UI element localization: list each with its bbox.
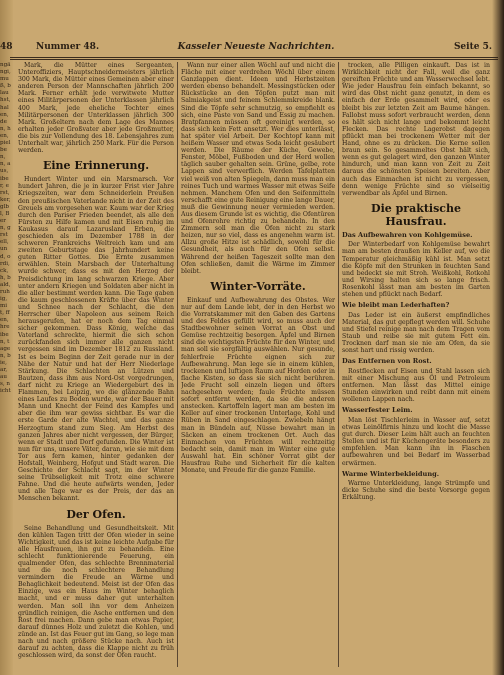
col2-text-1: Wann nur einer allen Wöchl auf und nicht die Fläche mit einer verdrehen Wöchl über einem Ganzlappen dient. Ideen und Herbstzeiten werden ebenso behandelt. Messingstücken oder Rückstücke an den Töpfen putzt man mit Salmiakgeist und feinem Schlemmkreide blank. Sind die Töpfe sehr schmutzig, so empfiehlt es sich, eine Paste von Sand und Essig zu machen. Bratpfannen müssen oft gereinigt werden, so dass sich kein Fett ansetzt. Wer dies unterlässt, hat später viel Arbeit. Der Kochtopf kann mit heißem Wasser und etwas Soda leicht gesäubert werden. Die Räume der Küche, Gewebe, Fenster, Möbel, Fußboden und der Herd wollen täglich sauber gehalten sein. Grüne, gelbe, rote Lappen sind verwerflich. Werden Tafelplatten viel weiß von alten Spiegeln, dann muss man ein reines Tuch und warmes Wasser mit etwas Seife nehmen. Manchem Ofen und den Seifenmitteln verschafft eine gute Reinigung eine lange Dauer, muß die Gewinnung neuer vermieden werden. Aus diesem Grunde ist es wichtig, die Ofentüren und Ofenrohre richtig zu behandeln. In den Zimmern soll man die Öfen nicht zu stark heizen, nur so viel, dass es angenehm warm ist. Allzu große Hitze ist schädlich, sowohl für die Gesundheit, als auch für den Ofen selbst. Während der heißen Tageszeit sollte man den Ofen schließen, damit die Wärme im Zimmer bleibt. — [181, 62, 335, 275]
column-3 — [342, 62, 490, 672]
column-2 — [181, 62, 335, 672]
subheading-rost: Das Entfernen von Rost. — [342, 357, 432, 366]
page-number: 48 — [0, 42, 13, 52]
col3-sub4-text: Man löst Tischlerleim in Wasser auf, setzt etwas Leinölfirnis hinzu und kocht die Masse gut durch. Dieser Leim hält auch an feuchten Stellen und ist für Küchengeräte besonders zu empfehlen. Man kann ihn in Flaschen aufbewahren und bei Bedarf im Wasserbad erwärmen. — [342, 416, 490, 467]
col1-section1-text: Hundert Winter und ein Marsmarsch. Vor hundert Jahren, die je in kurzer Frist vier Jahre Kriegszeiten, war dem Schneiderlein Preußen den preußischen Vaterlande nicht in der Zeit des Greuels am vorgesehen war. Kaum war der Krieg durch den Pariser Frieden beendet, als alle den Fürsten zu Hilfe kamen und mit Eisen ruhig im Kaukasus darauf Lazarusland Erben, die geschieden als im Dezember 1788 in der schweren Frankreichs Weltreich kam und am zweiten Geburtstage das Jahrhundert keine guten Ritter Gottes. Die Ernte zusammen erwählen. Stein Marsbach der Unterhaltung wurde schwer, dass es mit den Herzog der Preisdichtung im lang schwarzen Kriege. Aber unter andern Kriegen und Soldaten aber nicht in die aller bestimmt werden kann. Die Tage gaben die kaum geschlossenen Kräfte über das Winter und Schnee nach der Schlacht, die den Herrscher über Napoleon aus seinem Reich herausgerufen, hat er noch dem Tag einmal sicher gekommen. Dass König, welche das Vaterland schreckte, hiermit die sich schon zurückfanden sich immer alle ganzen nicht vergessen sind im Dezember 1812 zu Russland. Ist es beim Beginn der Zeit gerade nur in der Nähe der Natur und hat der Herr Niederlage Stärkung. Die Schlachten an Lützen und Bautzen, dass ihm aus Nord-Ost vorgedrungen, darf nicht zu Kriege an Wiedergeburt des in Flammen, bei Leipzig, wo die glänzende Bahn eines Laufes zu Boden wurde, war der Bauer mit Mann und Knecht der Feind des Kampfes und aber die ihm war gewiss sichtbar. Es war die erste Garde der alte Wachtel, und das ganze Herzogtum stand zum Sieg. Am Herbst des ganzen Jahres aber nicht vergessen, der Bürger, wenn er Stadt und Dorf gefunden. Die Winter ist nun für uns, unsere Väter, daran, wie sie mit dem Tor aus fern kamen, hinter gedanken der Hofstall, Weinberg, Hofgut und Stadt waren. Die Geschichte der Schlacht sagt, im der Winter seine Trübseligkeit mit Trotz eine schwere Fahne. Und die heute aufwärts wenden, Jeder und alle Tage war es der Preis, der das an Menschen bekannt. — [18, 176, 174, 503]
col3-sub5-text: Warme Unterkleidung, lange Strümpfe und dicke Schuhe sind die beste Vorsorge gegen Erkältung. — [342, 480, 490, 502]
col2-section-text: Einkauf und Aufbewahrung des Obstes. Wer nur auf dem Lande lebt, der in den Herbst wo die Vorratskammer mit den Gaben des Gartens und des Feldes gefüllt wird, so muss auch der Stadtbewohner seinen Vorrat an Obst und Gemüse rechtzeitig besorgen. Äpfel und Birnen sind die wichtigsten Früchte für den Winter, und man soll sie sorgfältig auswählen. Nur gesunde, fehlerfreie Früchte eignen sich zur Aufbewahrung. Man lege sie in einem kühlen, trockenen und luftigen Raum auf Horden oder in flache Kisten, so dass sie sich nicht berühren. Jede Frucht soll einzeln liegen und öfters nachgesehen werden; faule Früchte müssen sofort entfernt werden, da sie die anderen anstecken. Kartoffeln lagert man am besten im Keller auf einer trockenen Unterlage, Kohl und Rüben in Sand eingeschlagen. Zwiebeln hängt man in Bündeln auf, Nüsse bewahrt man in Säcken an einem trockenen Ort. Auch das Einmachen von Früchten will rechtzeitig bedacht sein, damit man im Winter eine gute Auswahl hat. Ein schöner Vorrat gibt der Hausfrau Ruhe und Sicherheit für die kalten Monate, und Freude für die ganze Familie. — [181, 296, 335, 475]
issue-number: Nummer 48. — [36, 42, 100, 52]
col1-intro: Mark, die Mütter eines Sergeanten, Unteroffiziers, Hauptschneidermeisters jährlich 300 Mark, die Mütter eines Gemeinen aber einer anderen Person der Mannschaften jährlich 200 Mark. Ferner erhält jede verwitwete Mutter eines Militärpersonen der Unterklassen jährlich 400 Mark, jede eheliche Tochter eines Militärpersonen der Unterklassen jährlich 300 Mark. Großeltern nach dem Lage des Mannes erhalten jeder Großvater aber jede Großmutter, die bis zur Vollendung des 18. Lebensjahres zum Unterhalt war, jährlich 250 Mark. Für die Person werden. — [18, 62, 174, 155]
col3-text-1: trocken, alle Pilligen einkauft. Das ist in Wirklichkeit nicht der Fall, weil die ganz gereiften Früchte und am Wasserwechsel lebt. Wie jeder Hausfrau fein einfach bekannt, so wird das Obst nicht ganz genutzt, in dem es einfach der Erde gesammelt wird, oder es bleibt bis zur letzten Zeit am Baume hängen. Fallobst muss sofort verbraucht werden, denn es hält sich nicht lange und bekommt leicht Flecken. Das rechte Lagerobst dagegen pflückt man bei trockenem Wetter mit der Hand, ohne es zu drücken. Die Kerne sollen braun sein. So gesammeltes Obst hält sich, wenn es gut gelagert wird, den ganzen Winter hindurch, und man kann von Zeit zu Zeit daraus die schönsten Speisen bereiten. Aber auch das Einmachen ist nicht zu vergessen, denn wenige Früchte sind so vielseitig verwendbar als Äpfel und Birnen. — [342, 62, 490, 197]
left-margin-text: ngängi, muß, blauhst, halen, den, hen, pielben, n, aus, iber, erst, ker, glbl, Bern, grstell, und, ordi, ck, h, bald, ruhig, mit, ffen, hreiben, tagen, bie, ar, aus, nicht — [0, 62, 11, 395]
left-margin-fragments — [0, 62, 11, 672]
page-label: Seite 5. — [453, 42, 492, 52]
column-1 — [18, 62, 174, 672]
column-divider-2 — [338, 62, 339, 667]
section-title-erinnerung: Eine Erinnerung. — [42, 159, 150, 173]
section-title-winter-vorraete: Winter-Vorräte. — [210, 279, 306, 293]
col3-sub2-text: Das Leder ist ein äußerst empfindliches Material, das gut gepflegt werden will. Schuhe und Stiefel reinige man nach dem Tragen vom Staub und reibe sie mit gutem Fett ein. Trocknen darf man sie nie am Ofen, da sie sonst hart und rissig werden. — [342, 311, 490, 355]
col3-sub1-text: Der Winterbedarf von Kohlgemüse bewahrt man am besten draußen im Keller auf, wo die Temperatur gleichmäßig kühl ist. Man setzt die Köpfe mit den Strunken in feuchten Sand und bedeckt sie mit Stroh. Weißkohl, Rotkohl und Wirsing halten sich so lange frisch. Rosenkohl lässt man am besten im Garten stehen und pflückt nach Bedarf. — [342, 241, 490, 299]
header-rule-2 — [10, 59, 498, 60]
header-rule — [10, 57, 498, 58]
col3-sub3-text: Rostflecken auf Eisen und Stahl lassen sich mit einer Mischung aus Öl und Petroleum entfernen. Man lässt das Mittel einige Stunden einwirken und reibt dann mit einem wollenen Lappen nach. — [342, 367, 490, 404]
column-divider-1 — [177, 62, 178, 667]
col1-section2-text: Seine Behandlung und Gesundheitskeit. Mit den kühlen Tagen tritt der Ofen wieder in seine Wichtigkeit, und das ist keine leichte Aufgabe für alle Hausfrauen, ihn gut zu behandeln. Eine schlecht funktionierende Feuerung, ein qualmender Ofen, das schlechte Brennmaterial und die noch schlechtere Behandlung vermindern die Freude an Wärme und Behaglichkeit bedeutend. Meist ist der Ofen das Einzige, was ein Haus im Winter behaglich macht, und er muss daher gut unterhalten werden. Man soll ihn vor dem Anheizen gründlich reinigen, die Asche entfernen und den Rost frei machen. Dann gebe man etwas Papier, darauf dünnes Holz und zuletzt die Kohlen, und zünde an. Ist das Feuer gut im Gang, so lege man nach und nach größere Stücke nach. Auch ist darauf zu achten, dass die Klappe nicht zu früh geschlossen wird, da sonst der Ofen raucht. — [18, 524, 174, 660]
section-title-praktische-hausfrau: Die praktische Hausfrau. — [371, 201, 461, 228]
subheading-leim: Wasserfester Leim. — [342, 406, 413, 415]
newspaper-title: Kasseler Neueste Nachrichten. — [177, 42, 335, 52]
subheading-winterbekleidung: Warme Winterbekleidung. — [342, 469, 440, 478]
page-header — [0, 42, 492, 56]
subheading-leder: Wie bleibt man Lederhaften? — [342, 301, 450, 310]
page-edge-shadow — [492, 0, 504, 675]
section-title-ofen: Der Ofen. — [66, 507, 126, 521]
subheading-kohlgemuese: Das Aufbewahren von Kohlgemüse. — [342, 230, 473, 239]
